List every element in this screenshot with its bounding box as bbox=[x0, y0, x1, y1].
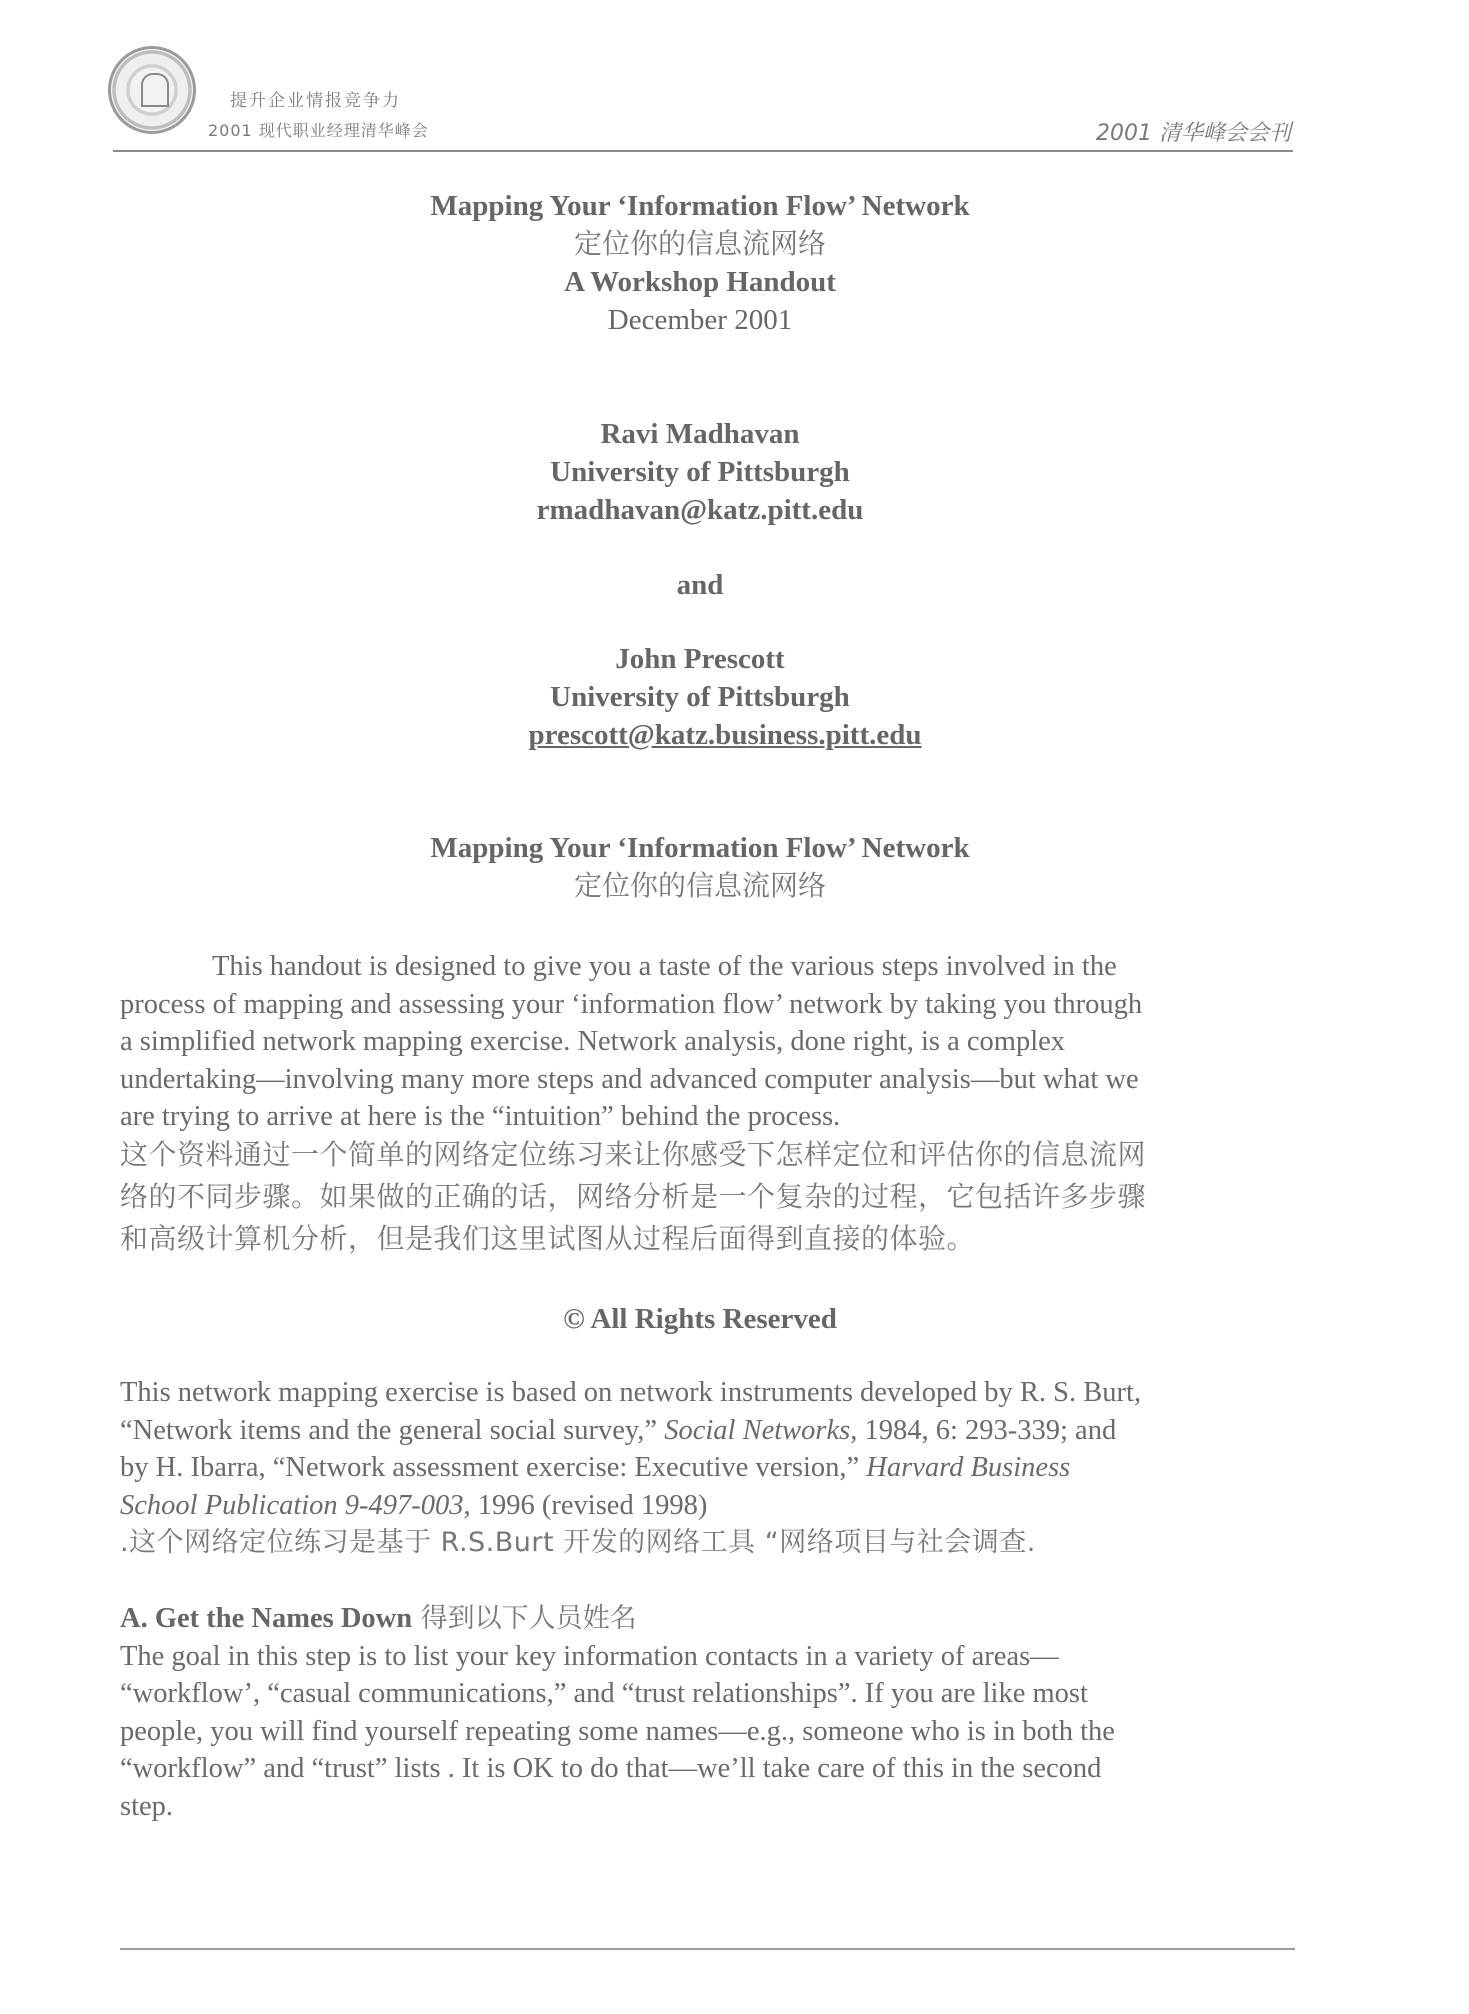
document-title-cn: 定位你的信息流网络 bbox=[573, 227, 826, 260]
citation-paragraph bbox=[120, 1374, 1300, 1524]
author-affiliation: University of Pittsburgh bbox=[550, 681, 850, 713]
text-line: 络的不同步骤。如果做的正确的话，网络分析是一个复杂的过程，它包括许多步骤 bbox=[120, 1180, 1147, 1213]
text-line: process of mapping and assessing your ‘information flow’ network by taking you through bbox=[120, 988, 1143, 1020]
author-name: John Prescott bbox=[615, 643, 785, 675]
text-line: This handout is designed to give you a taste of the various steps involved in the bbox=[212, 951, 1117, 982]
document-date: December 2001 bbox=[607, 304, 793, 336]
section-a-heading: A. Get the Names Down 得到以下人员姓名 bbox=[120, 1603, 637, 1634]
text-line: step. bbox=[120, 1790, 174, 1822]
text-line: are trying to arrive at here is the “intuition” behind the process. bbox=[120, 1101, 841, 1132]
author-conjunction: and bbox=[676, 569, 724, 601]
author-affiliation: University of Pittsburgh bbox=[550, 456, 850, 488]
text-line: “workflow’, “casual communications,” and “trust relationships”. If you are like most bbox=[120, 1678, 1088, 1709]
text-line: people, you will find yourself repeating some names—e.g., someone who is in both the bbox=[120, 1715, 1115, 1747]
intro-paragraph bbox=[120, 948, 1300, 1136]
header-divider bbox=[113, 150, 1293, 152]
copyright-block bbox=[120, 1300, 1280, 1338]
text-line: The goal in this step is to list your key information contacts in a variety of areas— bbox=[120, 1640, 1059, 1672]
text-line: School Publication 9-497-003, 1996 (revised 1998) bbox=[120, 1489, 708, 1521]
section-title-block bbox=[120, 829, 1280, 905]
text-line: .这个网络定位练习是基于 R.S.Burt 开发的网络工具 “网络项目与社会调查. bbox=[120, 1527, 1036, 1558]
text-line: undertaking—involving many more steps and advanced computer analysis—but what we bbox=[120, 1063, 1139, 1095]
text-line: This network mapping exercise is based on network instruments developed by R. S. Burt, bbox=[120, 1377, 1142, 1408]
author-conjunction-block bbox=[120, 566, 1280, 604]
author-email: rmadhavan@katz.pitt.edu bbox=[536, 494, 864, 526]
title-block bbox=[120, 187, 1280, 339]
text-line: a simplified network mapping exercise. Network analysis, done right, is a complex bbox=[120, 1026, 1066, 1057]
copyright-notice: © All Rights Reserved bbox=[563, 1303, 837, 1335]
author-email-link[interactable]: prescott@katz.business.pitt.edu bbox=[528, 719, 922, 751]
university-seal-icon bbox=[108, 46, 196, 134]
header-event-name: 2001 现代职业经理清华峰会 bbox=[208, 121, 429, 140]
author-block-1 bbox=[120, 415, 1280, 529]
intro-paragraph-cn bbox=[120, 1134, 1300, 1260]
text-line: 和高级计算机分析，但是我们这里试图从过程后面得到直接的体验。 bbox=[120, 1222, 976, 1255]
text-line: “workflow” and “trust” lists . It is OK to do that—we’ll take care of this in the second bbox=[120, 1753, 1102, 1784]
text-line: “Network items and the general social survey,” Social Networks, 1984, 6: 293-339; and bbox=[120, 1414, 1117, 1446]
header-slogan: 提升企业情报竞争力 bbox=[230, 91, 401, 111]
author-name: Ravi Madhavan bbox=[600, 418, 800, 450]
header-journal-title: 2001 清华峰会会刊 bbox=[1096, 121, 1291, 146]
text-line: by H. Ibarra, “Network assessment exercise: Executive version,” Harvard Business bbox=[120, 1452, 1071, 1483]
section-a bbox=[120, 1600, 1300, 1825]
document-subtitle: A Workshop Handout bbox=[564, 266, 836, 298]
section-title: Mapping Your ‘Information Flow’ Network bbox=[430, 832, 970, 864]
citation-cn bbox=[120, 1522, 1300, 1564]
document-title: Mapping Your ‘Information Flow’ Network bbox=[430, 190, 970, 222]
text-line: 这个资料通过一个简单的网络定位练习来让你感受下怎样定位和评估你的信息流网 bbox=[120, 1138, 1147, 1171]
footer-divider bbox=[120, 1948, 1295, 1950]
author-block-2 bbox=[120, 640, 1280, 754]
section-title-cn: 定位你的信息流网络 bbox=[573, 869, 826, 902]
